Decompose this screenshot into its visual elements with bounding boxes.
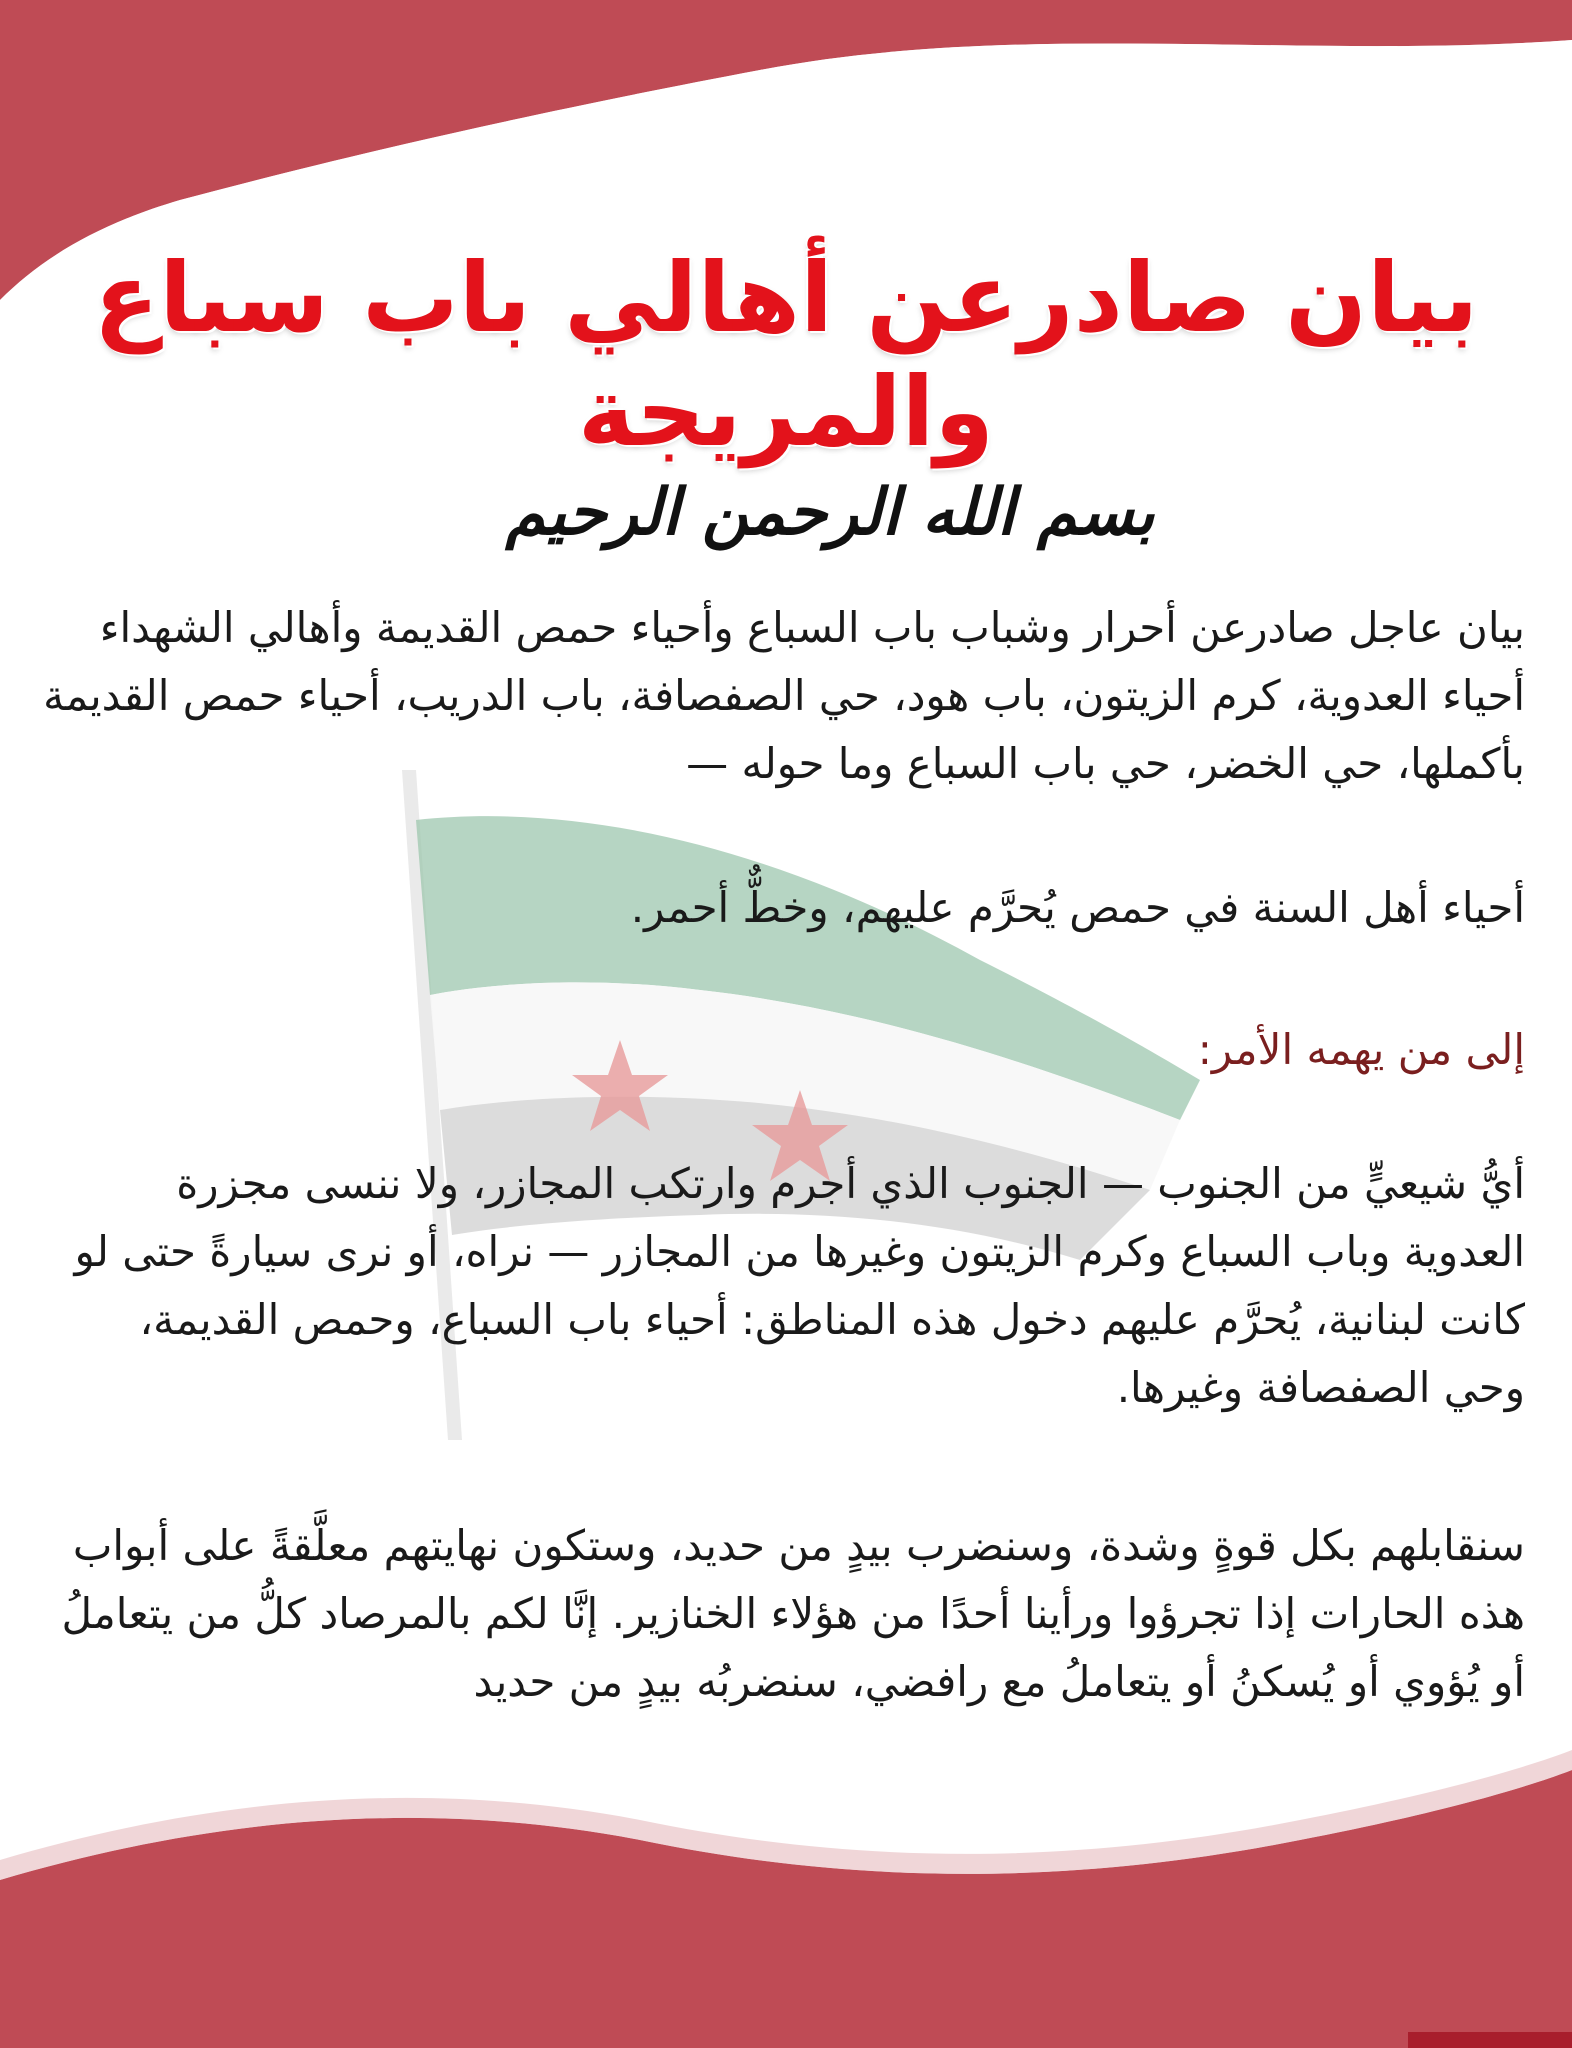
title-line-2: والمريجة xyxy=(577,356,995,468)
title-line-1: بيان صادرعن أهالي باب سباع xyxy=(93,242,1479,354)
paragraph-red-line: أحياء أهل السنة في حمص يُحرَّم عليهم، وخطٌّ أحمر. xyxy=(630,883,1525,932)
subheading-to-whom: إلى من يهمه الأمر: xyxy=(1197,1025,1525,1074)
paragraph-intro: بيان عاجل صادرعن أحرار وشباب باب السباع وأحياء حمص القديمة وأهالي الشهداء أحياء العدوية، كرم الزيتون، باب هود، حي الصفصافة، باب الدريب، أحياء حمص القديمة بأكملها، حي الخضر، حي باب السباع وما حوله — xyxy=(43,603,1525,788)
paragraph-warning: أيُّ شيعيٍّ من الجنوب — الجنوب الذي أجرم وارتكب المجازر، ولا ننسى مجزرة العدوية وباب السباع وكرم الزيتون وغيرها من المجازر — نراه، أو نرى سيارةً حتى لو كانت لبنانية، يُحرَّم عليهم دخول هذه المناطق: أحياء باب السباع، وحمص القديمة، وحي الصفصافة وغيرها. xyxy=(74,1159,1525,1412)
basmala-calligraphy: بسم الله الرحمن الرحيم xyxy=(505,475,1155,550)
paragraph-threat: سنقابلهم بكل قوةٍ وشدة، وسنضرب بيدٍ من حديد، وستكون نهايتهم معلَّقةً على أبواب هذه الحارات إذا تجرؤوا ورأينا أحدًا من هؤلاء الخنازير. إنَّا لكم بالمرصاد كلُّ من يتعاملُ أو يُؤوي أو يُسكنُ أو يتعاملُ مع رافضي، سنضربُه بيدٍ من حديد xyxy=(61,1521,1525,1706)
corner-decoration xyxy=(1408,2032,1572,2048)
